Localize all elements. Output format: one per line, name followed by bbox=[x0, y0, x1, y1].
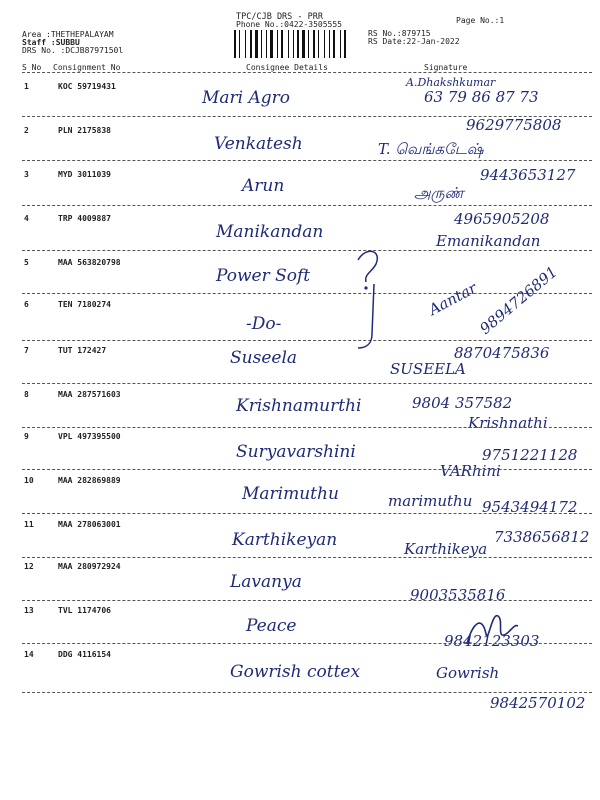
row-divider bbox=[22, 205, 592, 206]
consignee-name: Arun bbox=[242, 176, 285, 196]
col-header-consignment: Consignment No bbox=[53, 63, 121, 72]
row-sno: 4 bbox=[24, 214, 29, 223]
area-label: Area :THETHEPALAYAM bbox=[22, 30, 114, 39]
row-divider bbox=[22, 600, 592, 601]
barcode-bar bbox=[270, 30, 273, 58]
barcode-bar bbox=[250, 30, 252, 58]
row-sno: 6 bbox=[24, 300, 29, 309]
row-consignment-no: TEN 7180274 bbox=[58, 300, 111, 309]
barcode-bar bbox=[261, 30, 262, 58]
row-consignment-no: MAA 287571603 bbox=[58, 390, 121, 399]
consignee-name: Power Soft bbox=[216, 266, 311, 286]
row-sno: 14 bbox=[24, 650, 34, 659]
row-divider bbox=[22, 340, 592, 341]
row-divider bbox=[22, 160, 592, 161]
consignee-name: Lavanya bbox=[230, 572, 302, 592]
row-consignment-no: KOC 59719431 bbox=[58, 82, 116, 91]
row-sno: 9 bbox=[24, 432, 29, 441]
page-number: Page No.:1 bbox=[456, 16, 505, 25]
row-consignment-no: MAA 280972924 bbox=[58, 562, 121, 571]
signature-name: Krishnathi bbox=[468, 414, 548, 432]
row-divider bbox=[22, 692, 592, 693]
drs-number: DRS No. :DCJB8797150l bbox=[22, 46, 124, 55]
barcode-bar bbox=[308, 30, 309, 58]
rs-date: RS Date:22-Jan-2022 bbox=[368, 37, 460, 46]
header-divider bbox=[22, 72, 592, 73]
signature-phone: 9804 357582 bbox=[412, 394, 513, 412]
signature-phone: 9842123303 bbox=[444, 632, 540, 650]
consignee-name: Mari Agro bbox=[202, 88, 291, 108]
signature-phone: 9842570102 bbox=[490, 694, 586, 712]
consignee-name: Krishnamurthi bbox=[236, 396, 362, 416]
signature-name: VARhini bbox=[440, 462, 501, 480]
consignee-name: Peace bbox=[246, 616, 297, 636]
col-header-signature: Signature bbox=[424, 63, 468, 72]
barcode-bar bbox=[245, 30, 246, 58]
signature-name: Karthikeya bbox=[404, 540, 488, 558]
signature-phone: 7338656812 bbox=[494, 528, 590, 546]
row-consignment-no: MYD 3011039 bbox=[58, 170, 111, 179]
barcode-bar bbox=[255, 30, 258, 58]
row-consignment-no: MAA 563820798 bbox=[58, 258, 121, 267]
consignee-name: -Do- bbox=[246, 314, 282, 334]
signature-name: T. வெங்கடேஷ் bbox=[378, 140, 484, 158]
signature-name: SUSEELA bbox=[390, 360, 466, 378]
signature-phone: 9629775808 bbox=[466, 116, 562, 134]
signature-name: Aantar bbox=[425, 278, 480, 319]
row-divider bbox=[22, 427, 592, 428]
row-consignment-no: TUT 172427 bbox=[58, 346, 107, 355]
consignee-name: Karthikeyan bbox=[232, 530, 338, 550]
barcode-image bbox=[234, 30, 360, 58]
signature-phone: 4965905208 bbox=[454, 210, 550, 228]
row-consignment-no: TRP 4009887 bbox=[58, 214, 111, 223]
barcode-bar bbox=[277, 30, 278, 58]
signature-scribble bbox=[462, 604, 522, 654]
signature-name: A.Dhakshkumar bbox=[406, 76, 496, 89]
barcode-bar bbox=[324, 30, 325, 58]
row-sno: 10 bbox=[24, 476, 34, 485]
row-sno: 11 bbox=[24, 520, 34, 529]
barcode-bar bbox=[288, 30, 289, 58]
consignee-name: Marimuthu bbox=[242, 484, 339, 504]
signature-phone: 9543494172 bbox=[482, 498, 578, 516]
barcode-bar bbox=[281, 30, 283, 58]
row-divider bbox=[22, 513, 592, 514]
row-consignment-no: VPL 497395500 bbox=[58, 432, 121, 441]
row-divider bbox=[22, 643, 592, 644]
barcode-bar bbox=[302, 30, 305, 58]
barcode-bar bbox=[329, 30, 330, 58]
signature-name: Emanikandan bbox=[436, 232, 541, 250]
barcode-bar bbox=[313, 30, 315, 58]
row-sno: 3 bbox=[24, 170, 29, 179]
signature-phone: 9443653127 bbox=[480, 166, 576, 184]
row-sno: 1 bbox=[24, 82, 29, 91]
barcode-bar bbox=[266, 30, 267, 58]
barcode-bar bbox=[333, 30, 335, 58]
sheet-title: TPC/CJB DRS - PRR bbox=[236, 12, 323, 22]
col-header-consignee: Consignee Details bbox=[246, 63, 328, 72]
row-divider bbox=[22, 557, 592, 558]
phone-number: Phone No.:0422-3505555 bbox=[236, 20, 342, 29]
consignee-name: Suseela bbox=[230, 348, 298, 368]
signature-phone: 9894726891 bbox=[476, 262, 561, 338]
signature-phone: 9751221128 bbox=[482, 446, 578, 464]
row-divider bbox=[22, 293, 592, 294]
signature-phone: 9003535816 bbox=[410, 586, 506, 604]
row-divider bbox=[22, 469, 592, 470]
row-consignment-no: DDG 4116154 bbox=[58, 650, 111, 659]
row-sno: 5 bbox=[24, 258, 29, 267]
row-divider bbox=[22, 383, 592, 384]
row-sno: 12 bbox=[24, 562, 34, 571]
consignee-name: Manikandan bbox=[216, 222, 324, 242]
row-consignment-no: MAA 282869889 bbox=[58, 476, 121, 485]
signature-name: அருண் bbox=[414, 184, 464, 202]
signature-name: Gowrish bbox=[436, 664, 500, 682]
barcode-bar bbox=[239, 30, 240, 58]
signature-phone: 8870475836 bbox=[454, 344, 550, 362]
row-consignment-no: TVL 1174706 bbox=[58, 606, 111, 615]
row-divider bbox=[22, 250, 592, 251]
row-sno: 8 bbox=[24, 390, 29, 399]
signature-name: marimuthu bbox=[388, 492, 473, 510]
staff-label: Staff :SUBBU bbox=[22, 38, 80, 47]
barcode-bar bbox=[318, 30, 319, 58]
row-sno: 2 bbox=[24, 126, 29, 135]
row-sno: 13 bbox=[24, 606, 34, 615]
barcode-bar bbox=[297, 30, 299, 58]
consignee-name: Suryavarshini bbox=[236, 442, 356, 462]
barcode-bar bbox=[344, 30, 346, 58]
barcode-bar bbox=[234, 30, 236, 58]
signature-phone: 63 79 86 87 73 bbox=[424, 88, 539, 106]
consignee-name: Venkatesh bbox=[214, 134, 303, 154]
annotation-bracket bbox=[346, 244, 396, 354]
row-consignment-no: PLN 2175838 bbox=[58, 126, 111, 135]
row-sno: 7 bbox=[24, 346, 29, 355]
barcode-bar bbox=[340, 30, 341, 58]
row-consignment-no: MAA 278063001 bbox=[58, 520, 121, 529]
barcode-bar bbox=[293, 30, 294, 58]
col-header-sno: S No bbox=[22, 63, 42, 72]
consignee-name: Gowrish cottex bbox=[230, 662, 361, 682]
rs-number: RS No.:879715 bbox=[368, 29, 431, 38]
